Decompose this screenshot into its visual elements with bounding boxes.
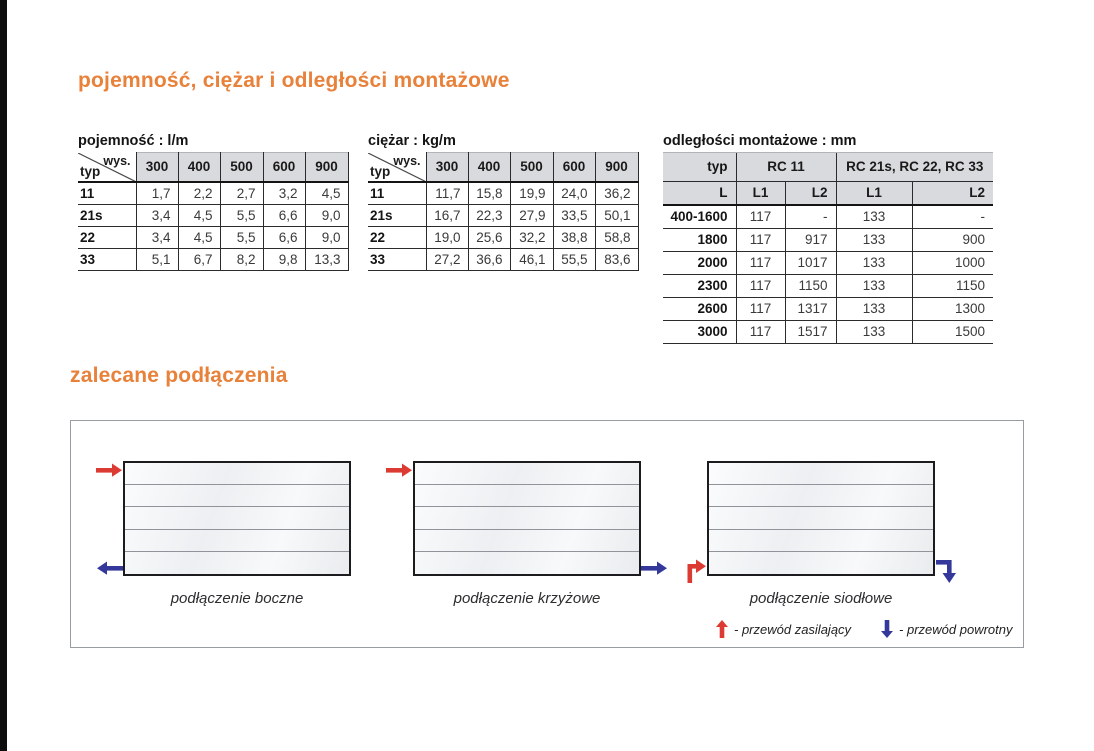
value-cell: 6,6 bbox=[263, 227, 305, 249]
table-row bbox=[368, 249, 638, 271]
row-type-label: 33 bbox=[78, 249, 136, 271]
row-type-label: 22 bbox=[368, 227, 426, 249]
capacity-table-body bbox=[78, 182, 348, 271]
corner-label-wys: wys. bbox=[393, 153, 421, 168]
mounting-table-block bbox=[663, 133, 993, 344]
weight-table-title: ciężar : kg/m bbox=[368, 133, 456, 149]
value-cell: 1150 bbox=[912, 275, 993, 298]
value-cell: 15,8 bbox=[468, 182, 510, 205]
table-row bbox=[663, 229, 993, 252]
value-cell: 33,5 bbox=[553, 205, 595, 227]
subheader-L2: L2 bbox=[785, 182, 836, 206]
table-row bbox=[368, 182, 638, 205]
value-cell: 117 bbox=[736, 205, 785, 229]
value-cell: 13,3 bbox=[305, 249, 348, 271]
corner-label-wys: wys. bbox=[103, 153, 131, 168]
caption-side-connection: podłączenie boczne bbox=[170, 590, 304, 607]
capacity-table-title: pojemność : l/m bbox=[78, 133, 189, 149]
legend bbox=[716, 620, 1013, 638]
legend-label-return: - przewód powrotny bbox=[899, 621, 1013, 637]
value-cell: 8,2 bbox=[220, 249, 263, 271]
value-cell: 133 bbox=[836, 275, 912, 298]
table-row bbox=[663, 205, 993, 229]
value-cell: 4,5 bbox=[305, 182, 348, 205]
value-cell: 11,7 bbox=[426, 182, 468, 205]
value-cell: 19,9 bbox=[510, 182, 553, 205]
row-length-label: 400-1600 bbox=[663, 205, 736, 229]
left-edge-bar bbox=[0, 0, 7, 751]
subheader-L1: L1 bbox=[836, 182, 912, 206]
weight-table-block bbox=[368, 133, 639, 271]
value-cell: 1317 bbox=[785, 298, 836, 321]
value-cell: 55,5 bbox=[553, 249, 595, 271]
table-row bbox=[663, 298, 993, 321]
row-type-label: 21s bbox=[368, 205, 426, 227]
legend-item-return bbox=[881, 620, 1012, 638]
value-cell: 3,2 bbox=[263, 182, 305, 205]
caption-saddle-connection: podłączenie siodłowe bbox=[749, 590, 893, 607]
column-header: 900 bbox=[595, 153, 638, 183]
header-group-rc21s-22-33: RC 21s, RC 22, RC 33 bbox=[836, 153, 993, 182]
corner-cell bbox=[78, 153, 136, 183]
value-cell: 6,6 bbox=[263, 205, 305, 227]
value-cell: 32,2 bbox=[510, 227, 553, 249]
value-cell: 5,1 bbox=[136, 249, 178, 271]
value-cell: 133 bbox=[836, 229, 912, 252]
caption-cross-connection: podłączenie krzyżowe bbox=[453, 590, 601, 607]
return-arrow-left-icon bbox=[97, 561, 123, 575]
column-header: 400 bbox=[468, 153, 510, 183]
value-cell: 36,6 bbox=[468, 249, 510, 271]
column-header: 600 bbox=[263, 153, 305, 183]
value-cell: 22,3 bbox=[468, 205, 510, 227]
value-cell: 38,8 bbox=[553, 227, 595, 249]
value-cell: 58,8 bbox=[595, 227, 638, 249]
value-cell: 27,2 bbox=[426, 249, 468, 271]
subheader-L2: L2 bbox=[912, 182, 993, 206]
value-cell: - bbox=[912, 205, 993, 229]
weight-table bbox=[368, 152, 639, 271]
row-length-label: 2600 bbox=[663, 298, 736, 321]
row-length-label: 3000 bbox=[663, 321, 736, 344]
capacity-header-row bbox=[78, 153, 348, 183]
corner-cell bbox=[368, 153, 426, 183]
legend-item-supply bbox=[716, 620, 851, 638]
value-cell: 6,7 bbox=[178, 249, 220, 271]
value-cell: 46,1 bbox=[510, 249, 553, 271]
radiator-cross-connection bbox=[413, 461, 641, 576]
value-cell: 900 bbox=[912, 229, 993, 252]
mounting-sub-header-row bbox=[663, 182, 993, 206]
value-cell: 83,6 bbox=[595, 249, 638, 271]
value-cell: 133 bbox=[836, 298, 912, 321]
table-row bbox=[368, 227, 638, 249]
return-elbow-arrow-icon bbox=[936, 556, 960, 584]
return-arrow-right-icon bbox=[641, 561, 667, 575]
value-cell: 2,7 bbox=[220, 182, 263, 205]
value-cell: 117 bbox=[736, 229, 785, 252]
column-header: 500 bbox=[510, 153, 553, 183]
value-cell: 117 bbox=[736, 275, 785, 298]
value-cell: 1,7 bbox=[136, 182, 178, 205]
column-header: 500 bbox=[220, 153, 263, 183]
value-cell: 19,0 bbox=[426, 227, 468, 249]
value-cell: 1000 bbox=[912, 252, 993, 275]
row-type-label: 11 bbox=[78, 182, 136, 205]
value-cell: 27,9 bbox=[510, 205, 553, 227]
row-type-label: 22 bbox=[78, 227, 136, 249]
capacity-table-block bbox=[78, 133, 349, 271]
value-cell: 117 bbox=[736, 252, 785, 275]
value-cell: 117 bbox=[736, 298, 785, 321]
value-cell: 9,8 bbox=[263, 249, 305, 271]
legend-label-supply: - przewód zasilający bbox=[734, 621, 852, 637]
value-cell: 24,0 bbox=[553, 182, 595, 205]
table-row bbox=[78, 205, 348, 227]
value-cell: 16,7 bbox=[426, 205, 468, 227]
value-cell: 117 bbox=[736, 321, 785, 344]
column-header: 400 bbox=[178, 153, 220, 183]
weight-header-row bbox=[368, 153, 638, 183]
value-cell: 50,1 bbox=[595, 205, 638, 227]
value-cell: 1017 bbox=[785, 252, 836, 275]
radiator-side-connection bbox=[123, 461, 351, 576]
value-cell: 133 bbox=[836, 321, 912, 344]
header-typ: typ bbox=[663, 153, 736, 182]
radiator-saddle-connection bbox=[707, 461, 935, 576]
value-cell: 917 bbox=[785, 229, 836, 252]
supply-elbow-arrow-icon bbox=[686, 556, 707, 583]
row-length-label: 1800 bbox=[663, 229, 736, 252]
value-cell: 1300 bbox=[912, 298, 993, 321]
mounting-table-title: odległości montażowe : mm bbox=[663, 133, 857, 149]
row-type-label: 33 bbox=[368, 249, 426, 271]
value-cell: 133 bbox=[836, 252, 912, 275]
table-row bbox=[78, 182, 348, 205]
header-group-rc11: RC 11 bbox=[736, 153, 836, 182]
value-cell: - bbox=[785, 205, 836, 229]
supply-arrow-right-icon bbox=[96, 463, 122, 477]
value-cell: 1517 bbox=[785, 321, 836, 344]
corner-label-typ: typ bbox=[370, 163, 391, 179]
mounting-group-header-row bbox=[663, 153, 993, 182]
supply-arrow-right-icon bbox=[386, 463, 412, 477]
column-header: 300 bbox=[426, 153, 468, 183]
arrow-down-icon bbox=[881, 620, 893, 638]
value-cell: 1500 bbox=[912, 321, 993, 344]
value-cell: 5,5 bbox=[220, 227, 263, 249]
mounting-table bbox=[663, 152, 993, 344]
table-row bbox=[78, 249, 348, 271]
capacity-table bbox=[78, 152, 349, 271]
value-cell: 9,0 bbox=[305, 227, 348, 249]
column-header: 300 bbox=[136, 153, 178, 183]
table-row bbox=[78, 227, 348, 249]
column-header: 900 bbox=[305, 153, 348, 183]
value-cell: 25,6 bbox=[468, 227, 510, 249]
value-cell: 1150 bbox=[785, 275, 836, 298]
corner-label-typ: typ bbox=[80, 163, 101, 179]
weight-table-body bbox=[368, 182, 638, 271]
column-header: 600 bbox=[553, 153, 595, 183]
value-cell: 9,0 bbox=[305, 205, 348, 227]
value-cell: 4,5 bbox=[178, 205, 220, 227]
section-heading-dimensions: pojemność, ciężar i odległości montażowe bbox=[78, 69, 510, 92]
table-row bbox=[368, 205, 638, 227]
value-cell: 36,2 bbox=[595, 182, 638, 205]
value-cell: 4,5 bbox=[178, 227, 220, 249]
value-cell: 3,4 bbox=[136, 227, 178, 249]
subheader-L1: L1 bbox=[736, 182, 785, 206]
row-type-label: 21s bbox=[78, 205, 136, 227]
row-length-label: 2300 bbox=[663, 275, 736, 298]
value-cell: 3,4 bbox=[136, 205, 178, 227]
row-type-label: 11 bbox=[368, 182, 426, 205]
row-length-label: 2000 bbox=[663, 252, 736, 275]
table-row bbox=[663, 321, 993, 344]
value-cell: 2,2 bbox=[178, 182, 220, 205]
value-cell: 5,5 bbox=[220, 205, 263, 227]
subheader-L: L bbox=[663, 182, 736, 206]
mounting-table-body bbox=[663, 205, 993, 344]
table-row bbox=[663, 252, 993, 275]
arrow-up-icon bbox=[716, 620, 728, 638]
value-cell: 133 bbox=[836, 205, 912, 229]
section-heading-connections: zalecane podłączenia bbox=[70, 364, 288, 387]
table-row bbox=[663, 275, 993, 298]
